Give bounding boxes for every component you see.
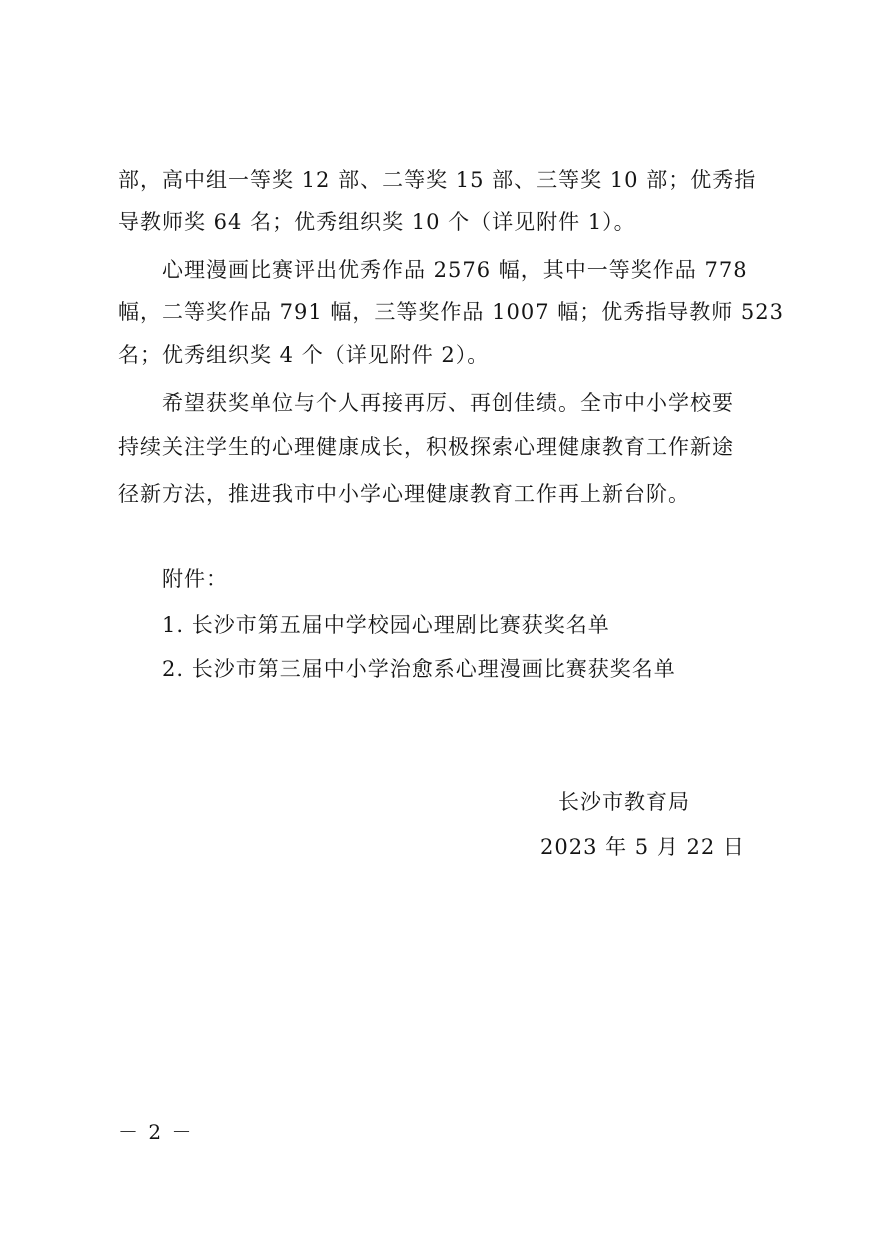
body-paragraph-3-line-2: 持续关注学生的心理健康成长，积极探索心理健康教育工作新途 — [118, 435, 734, 459]
signature-date: 2023 年 5 月 22 日 — [540, 835, 745, 859]
body-paragraph-2-line-2: 幅，二等奖作品 791 幅，三等奖作品 1007 幅；优秀指导教师 523 — [118, 300, 784, 324]
body-paragraph-1-line-2: 导教师奖 64 名；优秀组织奖 10 个（详见附件 1）。 — [118, 210, 636, 234]
body-paragraph-3-line-1: 希望获奖单位与个人再接再厉、再创佳绩。全市中小学校要 — [162, 391, 734, 415]
body-paragraph-3-line-3: 径新方法，推进我市中小学心理健康教育工作再上新台阶。 — [118, 482, 690, 506]
attachment-item-2: 2. 长沙市第三届中小学治愈系心理漫画比赛获奖名单 — [162, 657, 676, 681]
signature-organization: 长沙市教育局 — [558, 790, 690, 814]
body-paragraph-2-line-1: 心理漫画比赛评出优秀作品 2576 幅，其中一等奖作品 778 — [162, 258, 748, 282]
attachments-heading: 附件： — [162, 567, 228, 591]
body-paragraph-2-line-3: 名；优秀组织奖 4 个（详见附件 2）。 — [118, 343, 490, 367]
page-number: － 2 － — [118, 1120, 194, 1144]
body-paragraph-1-line-1: 部，高中组一等奖 12 部、二等奖 15 部、三等奖 10 部；优秀指 — [118, 168, 757, 192]
attachment-item-1: 1. 长沙市第五届中学校园心理剧比赛获奖名单 — [162, 613, 610, 637]
